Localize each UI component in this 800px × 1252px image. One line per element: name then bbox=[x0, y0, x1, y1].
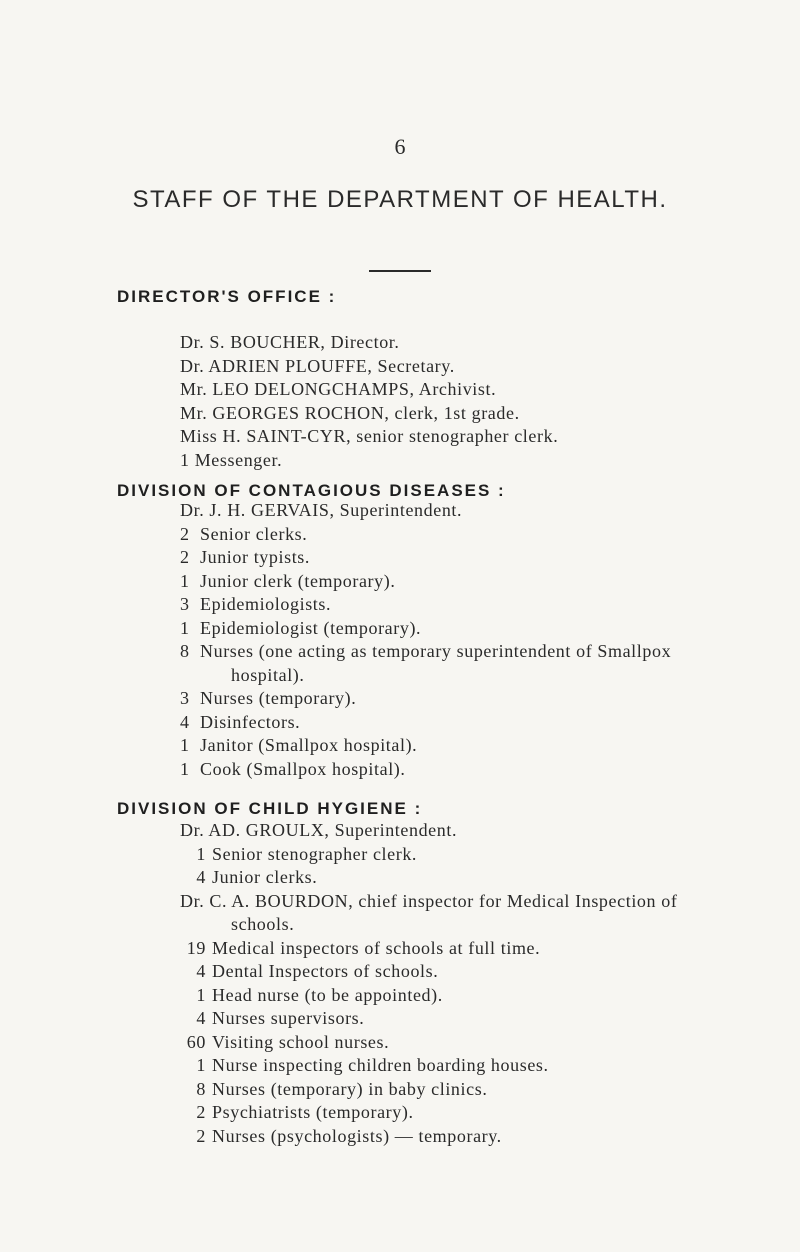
item-count: 2 bbox=[180, 547, 190, 567]
item-text: Nurses (temporary) in baby clinics. bbox=[212, 1078, 488, 1099]
item-count: 2 bbox=[196, 1125, 206, 1146]
list-item bbox=[180, 843, 760, 867]
list-item: Miss H. SAINT-CYR, senior stenographer clerk. bbox=[180, 426, 559, 446]
list-item: 1 Messenger. bbox=[180, 449, 283, 470]
superintendent: Dr. J. H. GERVAIS, Superintendent. bbox=[180, 500, 463, 520]
item-count: 4 bbox=[180, 711, 190, 732]
contagious-heading: DIVISION OF CONTAGIOUS DISEASES : bbox=[117, 481, 506, 500]
item-count: 1 bbox=[196, 843, 206, 864]
list-item: Mr. GEORGES ROCHON, clerk, 1st grade. bbox=[180, 402, 520, 423]
item-count: 2 bbox=[196, 1102, 206, 1122]
item-text: Nurses (one acting as temporary superintendent of Smallpox bbox=[200, 641, 672, 661]
item-count: 4 bbox=[196, 1008, 206, 1028]
list-item bbox=[180, 758, 760, 782]
chief-inspector-continuation bbox=[180, 913, 760, 937]
item-count: 8 bbox=[180, 641, 190, 661]
list-item bbox=[180, 1078, 760, 1102]
item-text-continuation: hospital). bbox=[231, 664, 305, 685]
directors-office-heading: DIRECTOR'S OFFICE : bbox=[117, 287, 337, 306]
chief-inspector: Dr. C. A. BOURDON, chief inspector for Medical Inspection of bbox=[180, 890, 678, 911]
list-item: Dr. S. BOUCHER, Director. bbox=[180, 332, 400, 352]
list-item bbox=[180, 711, 760, 735]
item-text: Nurses (psychologists) — temporary. bbox=[212, 1125, 502, 1146]
list-item bbox=[180, 960, 760, 984]
item-text: Visiting school nurses. bbox=[212, 1031, 390, 1052]
list-item bbox=[180, 1007, 760, 1031]
directors-office-list bbox=[180, 331, 760, 472]
list-item bbox=[180, 546, 760, 570]
item-count: 1 bbox=[180, 758, 190, 779]
item-text: Junior clerks. bbox=[212, 867, 318, 887]
superintendent: Dr. AD. GROULX, Superintendent. bbox=[180, 820, 458, 840]
item-text: Disinfectors. bbox=[200, 711, 301, 732]
item-count: 19 bbox=[186, 937, 206, 958]
list-item: Mr. LEO DELONGCHAMPS, Archivist. bbox=[180, 379, 497, 399]
item-count: 4 bbox=[196, 867, 206, 887]
item-count: 4 bbox=[196, 961, 206, 981]
title-rule bbox=[369, 270, 431, 272]
item-count: 60 bbox=[186, 1031, 206, 1052]
page-number: 6 bbox=[394, 134, 406, 159]
list-item: Dr. ADRIEN PLOUFFE, Secretary. bbox=[180, 355, 455, 376]
item-text: Senior clerks. bbox=[200, 523, 308, 544]
list-item bbox=[180, 640, 760, 664]
list-item bbox=[180, 866, 760, 890]
list-item bbox=[180, 617, 760, 641]
item-count: 1 bbox=[180, 570, 190, 591]
child-hygiene-list bbox=[180, 819, 760, 1148]
item-text: Epidemiologist (temporary). bbox=[200, 617, 422, 638]
item-text-continuation: schools. bbox=[231, 914, 295, 934]
list-item bbox=[180, 687, 760, 711]
child-hygiene-heading: DIVISION OF CHILD HYGIENE : bbox=[117, 799, 423, 818]
contagious-list bbox=[180, 499, 760, 781]
item-text: Psychiatrists (temporary). bbox=[212, 1102, 414, 1122]
list-item bbox=[180, 1101, 760, 1125]
list-item-continuation bbox=[180, 664, 760, 688]
item-count: 3 bbox=[180, 594, 190, 614]
item-text: Junior clerk (temporary). bbox=[200, 570, 396, 591]
item-count: 3 bbox=[180, 688, 190, 708]
item-text: Junior typists. bbox=[200, 547, 311, 567]
list-item bbox=[180, 570, 760, 594]
item-text: Senior stenographer clerk. bbox=[212, 843, 418, 864]
item-text: Janitor (Smallpox hospital). bbox=[200, 735, 418, 755]
page-title: STAFF OF THE DEPARTMENT OF HEALTH. bbox=[132, 186, 668, 213]
item-text: Epidemiologists. bbox=[200, 594, 332, 614]
list-item bbox=[180, 984, 760, 1008]
item-count: 1 bbox=[180, 617, 190, 638]
item-text: Dental Inspectors of schools. bbox=[212, 961, 439, 981]
item-count: 1 bbox=[196, 1055, 206, 1075]
item-text: Head nurse (to be appointed). bbox=[212, 984, 443, 1005]
list-item bbox=[180, 937, 760, 961]
list-item bbox=[180, 734, 760, 758]
list-item bbox=[180, 523, 760, 547]
list-item bbox=[180, 593, 760, 617]
item-text: Cook (Smallpox hospital). bbox=[200, 758, 406, 779]
item-count: 2 bbox=[180, 523, 190, 544]
item-text: Medical inspectors of schools at full time. bbox=[212, 937, 541, 958]
item-text: Nurses (temporary). bbox=[200, 688, 357, 708]
item-text: Nurses supervisors. bbox=[212, 1008, 365, 1028]
list-item bbox=[180, 1031, 760, 1055]
item-count: 8 bbox=[196, 1078, 206, 1099]
list-item bbox=[180, 1125, 760, 1149]
list-item bbox=[180, 1054, 760, 1078]
item-count: 1 bbox=[196, 984, 206, 1005]
item-count: 1 bbox=[180, 735, 190, 755]
item-text: Nurse inspecting children boarding houses. bbox=[212, 1055, 549, 1075]
